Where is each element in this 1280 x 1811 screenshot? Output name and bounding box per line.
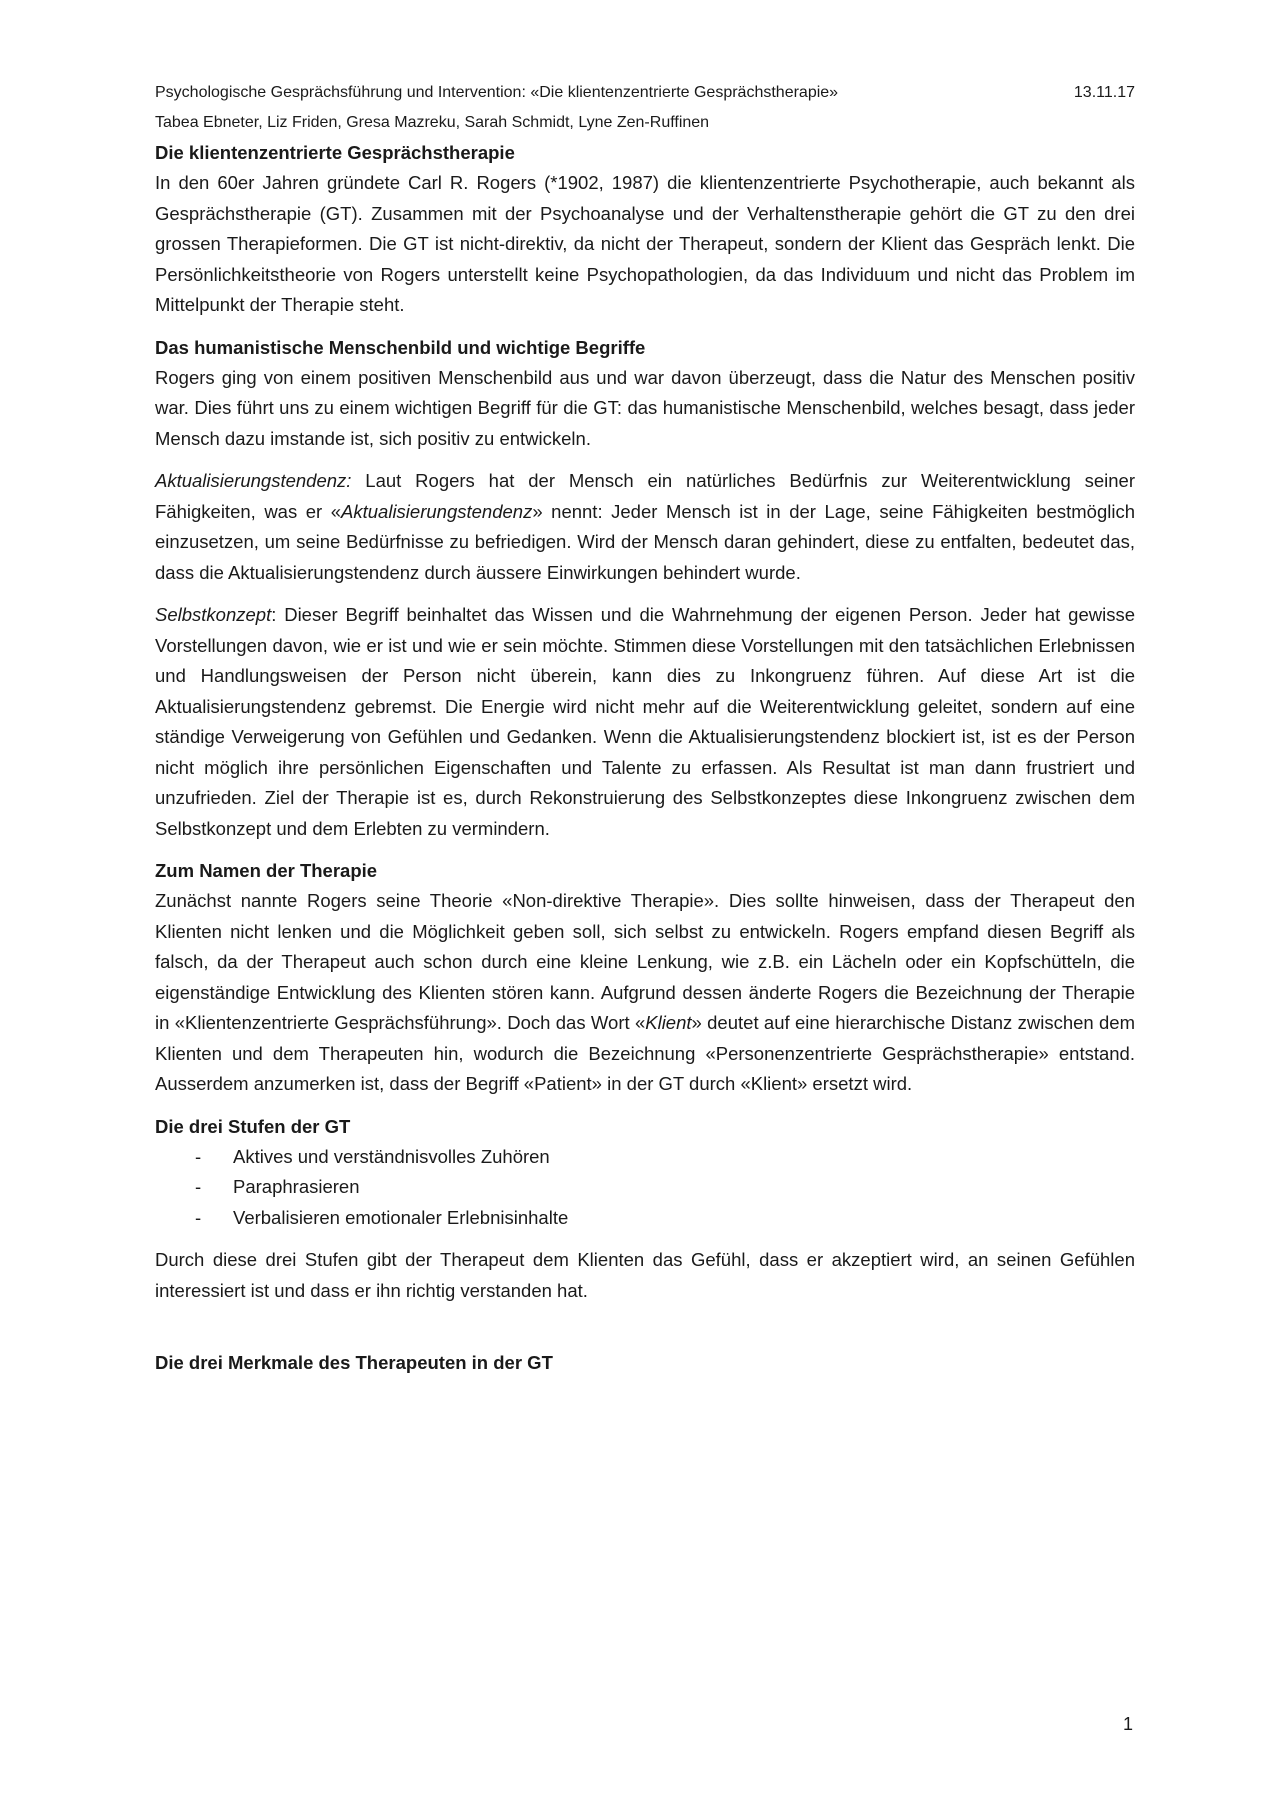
heading-merkmale: Die drei Merkmale des Therapeuten in der GT [155,1352,553,1373]
list-item-text: Verbalisieren emotionaler Erlebnisinhalte [233,1206,569,1228]
list-item [155,1203,1135,1234]
list-bullet: - [195,1176,202,1197]
list-item-text: Paraphrasieren [233,1176,360,1197]
term-aktualisierungstendenz-inline: Aktualisierungstendenz [341,500,533,522]
aktualisierung-text-2: » nennt: Jeder Mensch ist in der Lage, seine Fähigkeiten bestmöglich einzusetzen, um seine Bedürfnisse zu befriedigen. Wird der Mensch daran gehindert, diese zu entfalten, bedeutet das, dass die Aktualisierungstendenz durch äussere Einwirkungen behindert wurde. [155,500,1135,583]
page-header [155,78,1135,108]
author-list: Tabea Ebneter, Liz Friden, Gresa Mazreku, Sarah Schmidt, Lyne Zen-Ruffinen [155,114,710,131]
paragraph-stufen: Durch diese drei Stufen gibt der Therapeut dem Klienten das Gefühl, dass er akzeptiert wird, an seinen Gefühlen interessiert ist und dass er ihn richtig verstanden hat. [155,1249,1135,1301]
term-aktualisierungstendenz: Aktualisierungstendenz: [155,470,352,491]
heading-name: Zum Namen der Therapie [155,860,378,881]
paragraph-aktualisierungstendenz [155,466,1135,588]
heading-stufen: Die drei Stufen der GT [155,1115,351,1137]
term-selbstkonzept: Selbstkonzept [155,604,272,625]
paragraph-menschenbild: Rogers ging von einem positiven Menschenbild aus und war davon überzeugt, dass die Natur des Menschen positiv war. Dies führt uns zu einem wichtigen Begriff für die GT: das humanistische Menschenbild, welches besagt, dass jeder Mensch dazu imstande ist, sich positiv zu entwickeln. [155,366,1135,449]
list-item [155,1172,1135,1203]
selbstkonzept-text: : Dieser Begriff beinhaltet das Wissen und die Wahrnehmung der eigenen Person. Jeder hat gewisse Vorstellungen davon, wie er ist und wie er sein möchte. Stimmen diese Vorstellungen mit den tatsächlichen Erlebnissen und Handlungsweisen der Person nicht überein, kann dies zu Inkongruenz führen. Auf diese Art ist die Aktualisierungstendenz gebremst. Die Energie wird nicht mehr auf die Weiterentwicklung geleitet, sondern auf eine ständige Verweigerung von Gefühlen und Gedanken. Wenn die Aktualisierungstendenz blockiert ist, ist es der Person nicht möglich ihre persönlichen Eigenschaften und Talente zu erfassen. Als Resultat ist man dann frustriert und unzufrieden. Ziel der Therapie ist es, durch Rekonstruierung des Selbstkonzeptes diese Inkongruenz zwischen dem Selbstkonzept und dem Erlebten zu vermindern. [155,604,1135,839]
list-item [155,1142,1135,1173]
term-klient-inline: Klient [645,1012,692,1033]
heading-menschenbild: Das humanistische Menschenbild und wichtige Begriffe [155,336,646,358]
paragraph-name [155,886,1135,1100]
paragraph-selbstkonzept [155,600,1135,844]
list-bullet: - [195,1206,202,1228]
name-text-2: » deutet auf eine hierarchische Distanz zwischen dem Klienten und dem Therapeuten hin, wodurch die Bezeichnung «Personenzentrierte Gesprächstherapie» entstand. Ausserdem anzumerken ist, dass der Begriff «Patient» in der GT durch «Klient» ersetzt wird. [155,1012,1135,1094]
document-page [155,78,1135,1378]
page-number: 1 [1122,1714,1133,1734]
paragraph-intro: In den 60er Jahren gründete Carl R. Rogers (*1902, 1987) die klientenzentrierte Psychotherapie, auch bekannt als Gesprächstherapie (GT). Zusammen mit der Psychoanalyse und der Verhaltenstherapie gehört die GT zu den drei grossen Therapieformen. Die GT ist nicht-direktiv, da nicht der Therapeut, sondern der Klient das Gespräch lenkt. Die Persönlichkeitstheorie von Rogers unterstellt keine Psychopathologien, da das Individuum und nicht das Problem im Mittelpunkt der Therapie steht. [155,172,1135,315]
name-text-1: Zunächst nannte Rogers seine Theorie «Non-direktive Therapie». Dies sollte hinweisen, dass der Therapeut den Klienten nicht lenken und die Möglichkeit geben soll, sich selbst zu entwickeln. Rogers empfand diesen Begriff als falsch, da der Therapeut auch schon durch eine kleine Lenkung, wie z.B. ein Lächeln oder ein Kopfschütteln, die eigenständige Entwicklung des Klienten stören kann. Aufgrund dessen änderte Rogers die Bezeichnung der Therapie in «Klientenzentrierte Gesprächsführung». Doch das Wort « [155,890,1135,1033]
heading-intro: Die klientenzentrierte Gesprächstherapie [155,142,515,163]
document-date: 13.11.17 [1073,84,1135,101]
aktualisierung-text-1: Laut Rogers hat der Mensch ein natürliches Bedürfnis zur Weiterentwicklung seiner Fähigkeiten, was er « [155,470,1135,522]
list-bullet: - [195,1145,202,1167]
stages-list [155,1142,1135,1234]
list-item-text: Aktives und verständnisvolles Zuhören [233,1145,550,1167]
course-title: Psychologische Gesprächsführung und Intervention: «Die klientenzentrierte Gesprächstherapie» [155,84,839,101]
